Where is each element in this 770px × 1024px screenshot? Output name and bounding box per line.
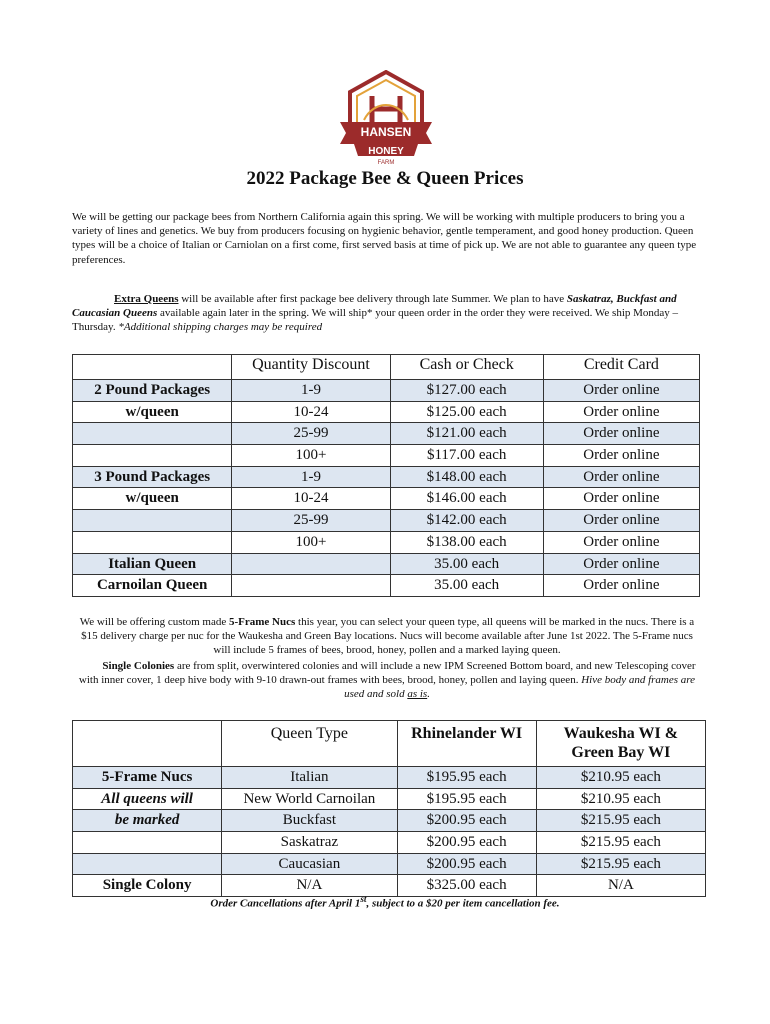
table-cell: $215.95 each bbox=[536, 832, 705, 854]
table-cell: Order online bbox=[543, 380, 699, 402]
table-cell bbox=[73, 531, 232, 553]
table-cell: N/A bbox=[536, 875, 705, 897]
table-row bbox=[73, 510, 700, 532]
table-header-row bbox=[73, 355, 700, 380]
table-row bbox=[73, 553, 700, 575]
table-cell: $215.95 each bbox=[536, 810, 705, 832]
table-cell: Italian Queen bbox=[73, 553, 232, 575]
table-cell: $195.95 each bbox=[397, 767, 536, 789]
table-cell: w/queen bbox=[73, 488, 232, 510]
table-header-cell: Queen Type bbox=[222, 721, 397, 767]
footnote-sup: st bbox=[360, 894, 367, 904]
extra-queens-paragraph bbox=[72, 292, 702, 335]
extra-queens-text-2: available again later in the spring. We will ship* your queen order in the order they were received. We ship Monday – Thursday. bbox=[72, 307, 679, 334]
table-cell: New World Carnoilan bbox=[222, 788, 397, 810]
table-cell: Order online bbox=[543, 401, 699, 423]
table-cell: $117.00 each bbox=[390, 445, 543, 467]
table-cell: 1-9 bbox=[232, 466, 390, 488]
table-cell: 35.00 each bbox=[390, 575, 543, 597]
table-row bbox=[73, 767, 706, 789]
table-cell: $148.00 each bbox=[390, 466, 543, 488]
single-text-1: are from split, overwintered colonies and will include a new IPM Screened Bottom board, and new Telescoping cover with inner cover, 1 deep hive body with 9-10 drawn-out frames with bees, brood, honey, pollen and laying queen. bbox=[78, 660, 696, 687]
table-cell: $146.00 each bbox=[390, 488, 543, 510]
table-cell: 25-99 bbox=[232, 423, 390, 445]
table-cell: $200.95 each bbox=[397, 810, 536, 832]
table-cell: $138.00 each bbox=[390, 531, 543, 553]
nucs-paragraph bbox=[72, 615, 702, 658]
table-header-cell: Waukesha WI & Green Bay WI bbox=[536, 721, 705, 767]
table-cell: Single Colony bbox=[73, 875, 222, 897]
table-header-cell: Credit Card bbox=[543, 355, 699, 380]
table-row bbox=[73, 445, 700, 467]
logo-text-hansen: HANSEN bbox=[360, 125, 412, 139]
cancellation-footnote bbox=[0, 894, 770, 910]
single-italic-1: Hive body and frames are used and sold bbox=[344, 674, 696, 701]
table-cell: 3 Pound Packages bbox=[73, 466, 232, 488]
intro-paragraph: We will be getting our package bees from Northern California again this spring. We will be working with multiple producers to bring you a variety of lines and genetics. We buy from producers focusing on hygienic behavior, gentle temperament, and good honey production. Queen types will be a choice of Italian or Carniolan on a first come, first served basis at time of pick up. We are not able to guarantee any queen type preferences. bbox=[72, 211, 697, 266]
table-cell bbox=[73, 510, 232, 532]
table-cell: 100+ bbox=[232, 445, 390, 467]
footnote-text-b: , subject to a $20 per item cancellation fee. bbox=[366, 897, 560, 910]
table-header-cell bbox=[73, 721, 222, 767]
table-cell: 100+ bbox=[232, 531, 390, 553]
table-cell: Order online bbox=[543, 510, 699, 532]
table-cell: Order online bbox=[543, 488, 699, 510]
table-cell: $210.95 each bbox=[536, 788, 705, 810]
page-title: 2022 Package Bee & Queen Prices bbox=[246, 168, 524, 189]
extra-queens-names: Saskatraz, Buckfast and Caucasian Queens bbox=[72, 293, 677, 320]
table-cell: Buckfast bbox=[222, 810, 397, 832]
single-italic-as-is: as is bbox=[407, 688, 428, 701]
table-cell: $200.95 each bbox=[397, 832, 536, 854]
table-row bbox=[73, 853, 706, 875]
table-cell: $142.00 each bbox=[390, 510, 543, 532]
table-row bbox=[73, 788, 706, 810]
table-cell: 1-9 bbox=[232, 380, 390, 402]
table-cell: Order online bbox=[543, 423, 699, 445]
table-cell: w/queen bbox=[73, 401, 232, 423]
table-cell: $215.95 each bbox=[536, 853, 705, 875]
table-cell: N/A bbox=[222, 875, 397, 897]
nucs-text-2: this year, you can select your queen type, all queens will be marked in the nucs. There is a $15 delivery charge per nuc for the Waukesha and Green Bay locations. Nucs will become available after June 1st 2022. The 5-Frame nucs will include 5 frames of bees, brood, honey, pollen and a marked laying queen. bbox=[81, 616, 695, 657]
table-cell: 10-24 bbox=[232, 401, 390, 423]
table-cell: $200.95 each bbox=[397, 853, 536, 875]
table-cell: $121.00 each bbox=[390, 423, 543, 445]
table-row bbox=[73, 380, 700, 402]
nucs-text-1: We will be offering custom made bbox=[79, 616, 229, 628]
table-cell bbox=[232, 553, 390, 575]
table-cell: $125.00 each bbox=[390, 401, 543, 423]
table-row bbox=[73, 575, 700, 597]
logo-text-honey: HONEY bbox=[368, 146, 404, 157]
table-cell: 2 Pound Packages bbox=[73, 380, 232, 402]
table-cell bbox=[232, 575, 390, 597]
package-price-table bbox=[72, 354, 700, 597]
table-cell: Order online bbox=[543, 466, 699, 488]
table-cell bbox=[73, 853, 222, 875]
table-cell bbox=[73, 832, 222, 854]
table-row bbox=[73, 810, 706, 832]
table-row bbox=[73, 401, 700, 423]
table-header-cell: Cash or Check bbox=[390, 355, 543, 380]
single-colonies-bold: Single Colonies bbox=[102, 660, 175, 672]
nucs-bold: 5-Frame Nucs bbox=[229, 616, 296, 628]
table-header-row bbox=[73, 721, 706, 767]
table-cell: Saskatraz bbox=[222, 832, 397, 854]
table-cell: Carnoilan Queen bbox=[73, 575, 232, 597]
table-row bbox=[73, 423, 700, 445]
table-cell: Order online bbox=[543, 575, 699, 597]
table-cell: Caucasian bbox=[222, 853, 397, 875]
table-cell: 25-99 bbox=[232, 510, 390, 532]
table-row bbox=[73, 466, 700, 488]
table-cell: Order online bbox=[543, 445, 699, 467]
table-cell: $195.95 each bbox=[397, 788, 536, 810]
table-cell: $127.00 each bbox=[390, 380, 543, 402]
table-cell: $210.95 each bbox=[536, 767, 705, 789]
footnote-text-a: Order Cancellations after April 1 bbox=[210, 897, 361, 910]
table-cell: 5-Frame Nucs bbox=[73, 767, 222, 789]
table-row bbox=[73, 531, 700, 553]
single-italic-end: . bbox=[427, 688, 430, 701]
logo-text-farm: FARM bbox=[377, 160, 395, 166]
table-header-cell: Quantity Discount bbox=[232, 355, 390, 380]
extra-queens-lead: Extra Queens bbox=[114, 293, 179, 305]
extra-queens-text-1: will be available after first package bee delivery through late Summer. We plan to have bbox=[178, 293, 567, 305]
table-row bbox=[73, 832, 706, 854]
table-cell: Order online bbox=[543, 553, 699, 575]
table-header-cell bbox=[73, 355, 232, 380]
table-cell: 10-24 bbox=[232, 488, 390, 510]
table-row bbox=[73, 488, 700, 510]
single-colony-paragraph bbox=[72, 659, 702, 702]
table-cell: Order online bbox=[543, 531, 699, 553]
table-cell: be marked bbox=[73, 810, 222, 832]
nucs-price-table bbox=[72, 720, 706, 897]
table-header-cell: Rhinelander WI bbox=[397, 721, 536, 767]
table-cell bbox=[73, 423, 232, 445]
table-cell: 35.00 each bbox=[390, 553, 543, 575]
table-cell bbox=[73, 445, 232, 467]
table-cell: $325.00 each bbox=[397, 875, 536, 897]
hansen-honey-farm-logo bbox=[338, 70, 434, 166]
table-cell: Italian bbox=[222, 767, 397, 789]
table-cell: All queens will bbox=[73, 788, 222, 810]
shipping-note: *Additional shipping charges may be required bbox=[118, 321, 323, 334]
